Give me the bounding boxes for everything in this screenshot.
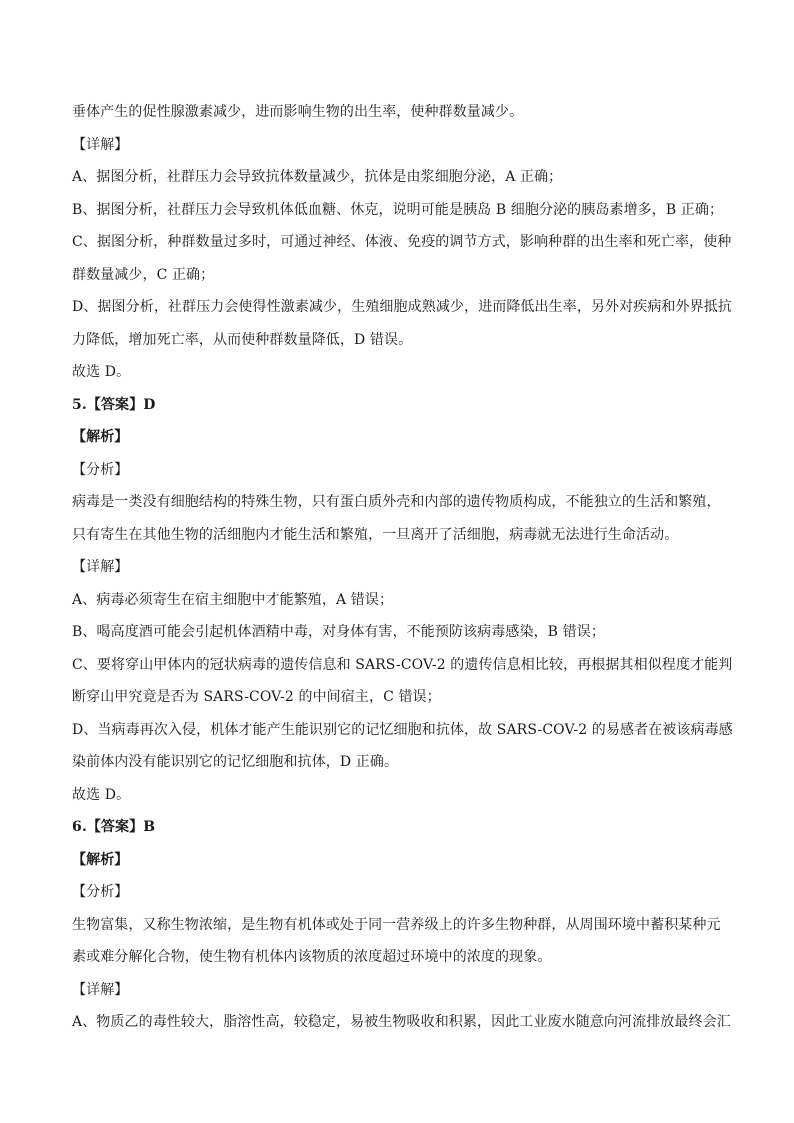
section-heading-detail: 【详解】 <box>72 136 129 153</box>
section-heading-breakdown: 【分析】 <box>72 461 129 478</box>
section-heading-analysis: 【解析】 <box>72 429 129 445</box>
option-c-line: C、要将穿山甲体内的冠状病毒的遗传信息和 SARS-COV-2 的遗传信息相比较，再根据其相似程度才能判 <box>72 656 733 673</box>
section-heading-breakdown: 【分析】 <box>72 884 129 900</box>
paragraph-line: 生物富集，又称生物浓缩，是生物有机体或处于同一营养级上的许多生物种群，从周围环境中蓄积某种元 <box>72 916 721 933</box>
option-d-line: D、据图分析，社群压力会使得性激素减少，生殖细胞成熟减少，进而降低出生率，另外对疾病和外界抵抗 <box>72 299 732 315</box>
option-b-line: B、据图分析，社群压力会导致机体低血糖、休克，说明可能是胰岛 B 细胞分泌的胰岛素增多，B 正确； <box>72 201 724 218</box>
option-c-line-cont: 断穿山甲究竟是否为 SARS-COV-2 的中间宿主，C 错误； <box>72 689 441 705</box>
option-a-line: A、据图分析，社群压力会导致抗体数量减少，抗体是由浆细胞分泌，A 正确； <box>72 169 563 185</box>
section-heading-detail: 【详解】 <box>72 559 129 575</box>
option-b-line: B、喝高度酒可能会引起机体酒精中毒，对身体有害，不能预防该病毒感染，B 错误； <box>72 624 605 640</box>
paragraph-line: 病毒是一类没有细胞结构的特殊生物，只有蛋白质外壳和内部的遗传物质构成，不能独立的生活和繁殖， <box>72 494 721 510</box>
question-5-answer: 5.【答案】D <box>72 396 156 413</box>
document-page <box>72 96 733 1039</box>
choice-conclusion: 故选 D。 <box>72 364 131 380</box>
option-c-line: C、据图分析，种群数量过多时，可通过神经、体液、免疫的调节方式，影响种群的出生率和死亡率，使种 <box>72 234 732 250</box>
option-c-line-cont: 群数量减少，C 正确； <box>72 266 215 283</box>
option-d-line-cont: 力降低，增加死亡率，从而使种群数量降低，D 错误。 <box>72 331 413 348</box>
option-d-line: D、当病毒再次入侵，机体才能产生能识别它的记忆细胞和抗体，故 SARS-COV-2 的易感者在被该病毒感 <box>72 721 733 738</box>
paragraph-line: 只有寄生在其他生物的活细胞内才能生活和繁殖，一旦离开了活细胞，病毒就无法进行生命活动。 <box>72 526 679 543</box>
section-heading-detail: 【详解】 <box>72 981 129 998</box>
paragraph-line: 素或难分解化合物，使生物有机体内该物质的浓度超过环境中的浓度的现象。 <box>72 949 552 965</box>
section-heading-analysis: 【解析】 <box>72 851 129 868</box>
question-6-answer: 6.【答案】B <box>72 819 156 835</box>
option-a-line: A、物质乙的毒性较大，脂溶性高，较稳定，易被生物吸收和积累，因此工业废水随意向河流排放最终会汇 <box>72 1014 731 1030</box>
choice-conclusion: 故选 D。 <box>72 786 131 803</box>
paragraph-line: 垂体产生的促性腺激素减少，进而影响生物的出生率，使种群数量减少。 <box>72 104 524 120</box>
option-d-line-cont: 染前体内没有能识别它的记忆细胞和抗体，D 正确。 <box>72 754 399 770</box>
option-a-line: A、病毒必须寄生在宿主细胞中才能繁殖，A 错误； <box>72 591 394 608</box>
